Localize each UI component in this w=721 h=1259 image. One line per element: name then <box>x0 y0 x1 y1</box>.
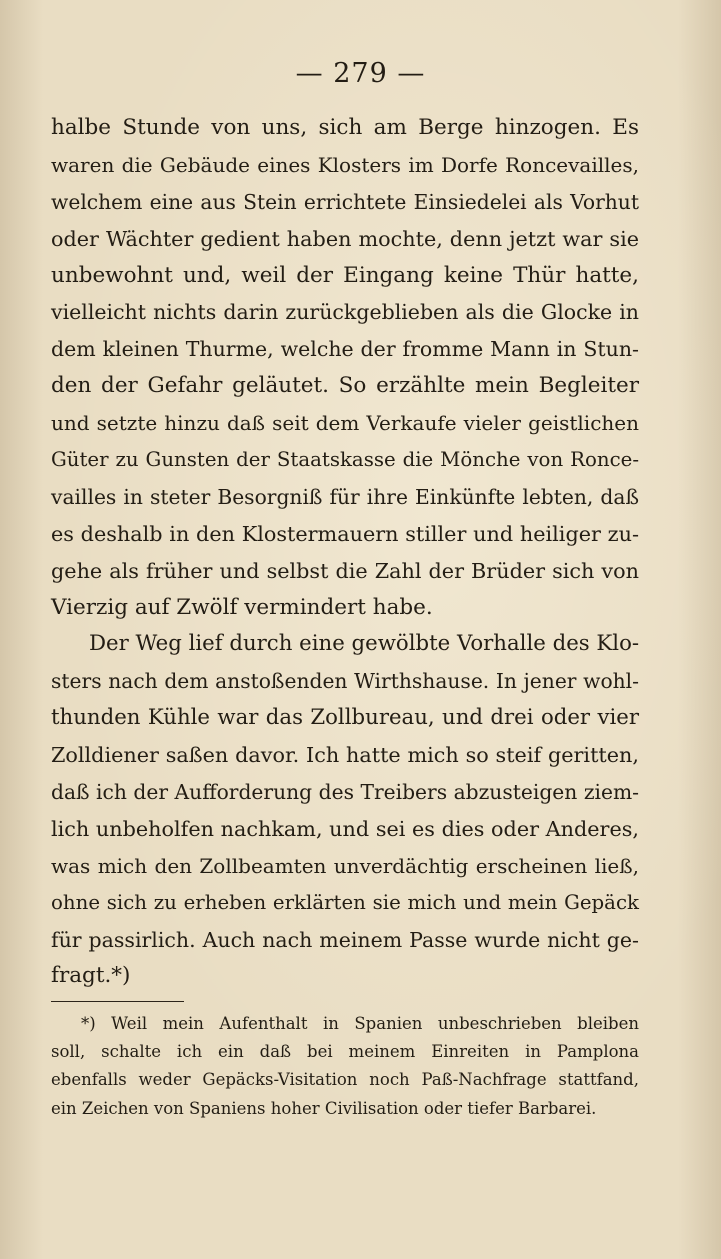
text-line: Vierzig auf Zwölf vermindert habe. <box>51 594 433 620</box>
text-line: sters nach dem anstoßenden Wirthshause. In jener wohl- <box>51 669 639 694</box>
text-line: fragt.*) <box>51 963 131 989</box>
text-line: ohne sich zu erheben erklärten sie mich und mein Gepäck <box>51 890 639 914</box>
text-line: den der Gefahr geläutet. So erzählte mein Begleiter <box>51 373 639 399</box>
text-line: daß ich der Aufforderung des Treibers abzusteigen ziem- <box>51 780 639 805</box>
text-line: was mich den Zollbeamten unverdächtig erscheinen ließ, <box>51 853 639 878</box>
text-line: oder Wächter gedient haben mochte, denn jetzt war sie <box>51 226 639 251</box>
text-line: Güter zu Gunsten der Staatskasse die Mönche von Ronce- <box>51 448 639 472</box>
text-line: lich unbeholfen nachkam, und sei es dies oder Anderes, <box>51 816 639 841</box>
footnote-line: ebenfalls weder Gepäcks-Visitation noch Paß-Nachfrage stattfand, <box>51 1070 639 1090</box>
text-line: halbe Stunde von uns, sich am Berge hinzogen. Es <box>51 115 639 140</box>
text-line: es deshalb in den Klostermauern stiller und heiliger zu- <box>51 521 639 546</box>
text-line: unbewohnt und, weil der Eingang keine Thür hatte, <box>51 262 639 288</box>
text-line: thunden Kühle war das Zollbureau, und drei oder vier <box>51 705 639 731</box>
text-line: gehe als früher und selbst die Zahl der Brüder sich von <box>51 558 639 583</box>
text-line: für passirlich. Auch nach meinem Passe wurde nicht ge- <box>51 927 639 952</box>
footnote-divider <box>51 1001 184 1002</box>
text-line: Zolldiener saßen davor. Ich hatte mich so steif geritten, <box>51 743 639 768</box>
footnote-line: soll, schalte ich ein daß bei meinem Einreiten in Pamplona <box>51 1042 639 1062</box>
footnote <box>51 1010 639 1123</box>
text-line: welchem eine aus Stein errichtete Einsiedelei als Vorhut <box>51 189 639 214</box>
text-line: vielleicht nichts darin zurückgeblieben als die Glocke in <box>51 300 639 325</box>
text-line: Der Weg lief durch eine gewölbte Vorhalle des Klo- <box>89 631 640 657</box>
text-line: und setzte hinzu daß seit dem Verkaufe vieler geistlichen <box>51 411 639 436</box>
text-line: dem kleinen Thurme, welche der fromme Mann in Stun- <box>51 337 639 362</box>
footnote-line: ein Zeichen von Spaniens hoher Civilisation oder tiefer Barbarei. <box>51 1098 597 1118</box>
text-line: vailles in steter Besorgniß für ihre Einkünfte lebten, daß <box>51 484 639 509</box>
footnote-line: *) Weil mein Aufenthalt in Spanien unbeschrieben bleiben <box>81 1014 639 1033</box>
body-text <box>51 110 639 995</box>
text-line: waren die Gebäude eines Klosters im Dorfe Roncevailles, <box>51 152 639 177</box>
page-number: — 279 — <box>295 58 426 89</box>
